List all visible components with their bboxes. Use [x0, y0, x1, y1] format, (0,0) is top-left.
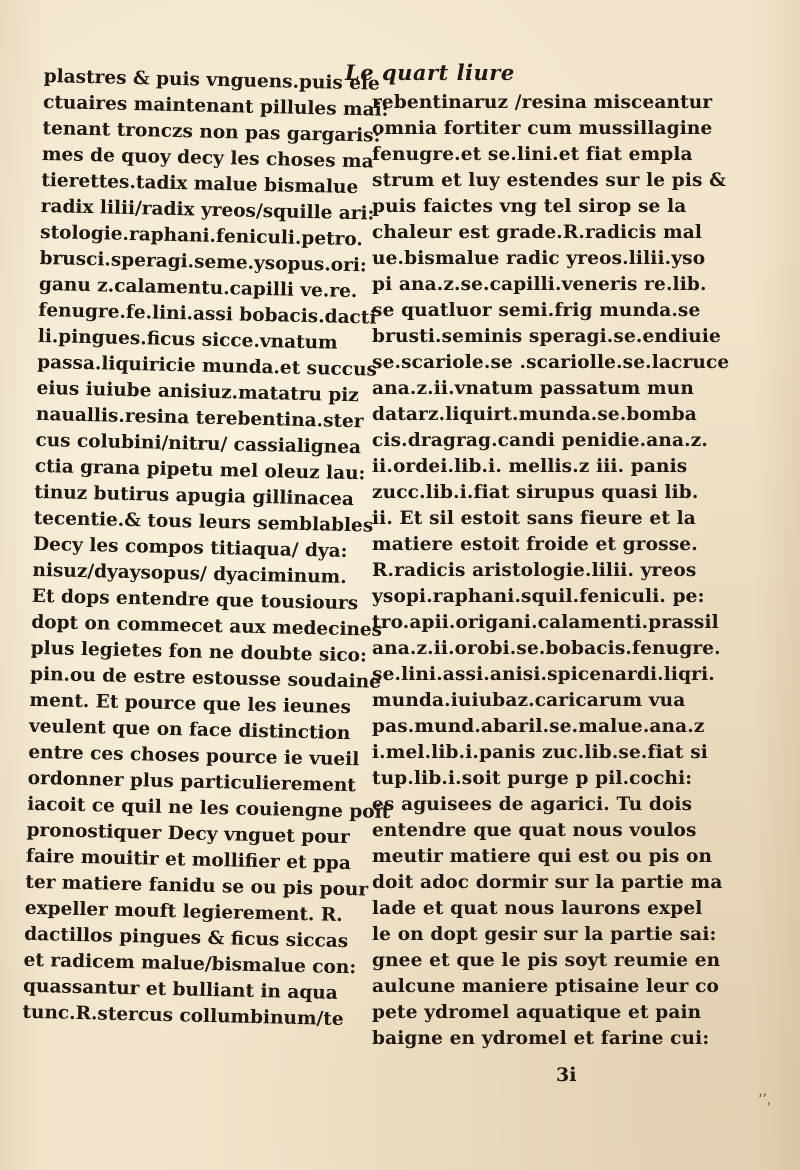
text-line: nisuz/dyaysopus/ dyaciminum. — [32, 559, 347, 588]
text-line: ctia grana pipetu mel oleuz lau: — [34, 455, 366, 485]
text-line: pronostiquer Decy vnguet pour — [26, 819, 350, 849]
text-line: ysopi.raphani.squil.feniculi. pe: — [372, 586, 705, 607]
text-line: R.radicis aristologie.lilii. yreos — [372, 560, 697, 581]
text-line: li.pingues.ficus sicce.vnatum — [37, 325, 338, 354]
text-line: plastres & puis vnguens.puis ele — [43, 65, 381, 95]
text-line: omnia fortiter cum mussillagine — [372, 118, 713, 139]
text-line: rebentinaruz /resina misceantur — [372, 92, 713, 113]
text-line: stologie.raphani.feniculi.petro. — [39, 221, 364, 251]
text-line: ii. Et sil estoit sans fieure et la — [372, 508, 696, 529]
text-line: Et dops entendre que tousiours — [31, 585, 359, 615]
text-line: pin.ou de estre estousse soudaine — [29, 663, 382, 693]
text-line: i.mel.lib.i.panis zuc.lib.se.fiat si — [372, 742, 708, 763]
text-line: cus colubini/nitru/ cassialignea — [35, 429, 362, 459]
left-column — [22, 64, 391, 1033]
text-line: fenugre.fe.lini.assi bobacis.dacti — [38, 299, 377, 329]
text-line: baigne en ydromel et farine cui: — [372, 1028, 710, 1049]
text-line: ii.ordei.lib.i. mellis.z iii. panis — [372, 456, 688, 477]
text-line: le on dopt gesir sur la partie sai: — [372, 924, 717, 945]
text-line: meutir matiere qui est ou pis on — [372, 846, 713, 867]
text-line: lade et quat nous laurons expel — [372, 898, 703, 919]
text-line: tro.apii.origani.calamenti.prassil — [372, 612, 719, 633]
text-line: tierettes.tadix malue bismalue — [41, 169, 359, 199]
text-line: faire mouitir et mollifier et ppa — [25, 845, 352, 875]
text-line: se.lini.assi.anisi.spicenardi.liqri. — [372, 664, 715, 685]
corner-mark: ‘’ˌ — [758, 1092, 771, 1108]
text-line: pi ana.z.se.capilli.veneris re.lib. — [372, 274, 707, 295]
text-line: es aguisees de agarici. Tu dois — [372, 794, 693, 815]
text-line: se quatluor semi.frig munda.se — [372, 300, 701, 321]
text-line: datarz.liquirt.munda.se.bomba — [372, 404, 697, 425]
text-line: passa.liquiricie munda.et succus — [36, 351, 378, 381]
text-line: tup.lib.i.soit purge p pil.cochi: — [372, 768, 693, 789]
text-line: quassantur et bulliant in aqua — [22, 975, 338, 1004]
text-line: ctuaires maintenant pillules mai: — [42, 91, 389, 121]
text-line: ana.z.ii.vnatum passatum mun — [372, 378, 694, 399]
text-line: gnee et que le pis soyt reumie en — [372, 950, 721, 971]
text-line: ter matiere fanidu se ou pis pour — [25, 871, 369, 901]
text-line: Decy les compos titiaqua/ dya: — [32, 533, 348, 563]
text-line: expeller mouft legierement. R. — [24, 897, 343, 926]
text-line: tecentie.& tous leurs semblables — [33, 507, 374, 537]
text-line: pete ydromel aquatique et pain — [372, 1002, 702, 1023]
text-line: nauallis.resina terebentina.ster — [35, 403, 364, 433]
text-line: entendre que quat nous voulos — [372, 820, 697, 841]
text-line: tenant tronczs non pas gargaris: — [42, 117, 381, 147]
text-line: ana.z.ii.orobi.se.bobacis.fenugre. — [372, 638, 721, 659]
text-line: aulcune maniere ptisaine leur co — [372, 976, 720, 997]
text-line: ordonner plus particulierement — [27, 767, 357, 797]
text-line: entre ces choses pource ie vueil — [28, 741, 360, 771]
text-line: plus legietes fon ne doubte sico: — [30, 637, 368, 667]
text-line: se.scariole.se .scariolle.se.lacruce — [372, 352, 730, 373]
text-line: ment. Et pource que les ieunes — [29, 689, 352, 719]
text-line: iacoit ce quil ne les couiengne poit — [26, 793, 391, 824]
text-line: doit adoc dormir sur la partie ma — [372, 872, 723, 893]
text-line: dopt on commecet aux medecines — [31, 611, 383, 641]
text-line: munda.iuiubaz.caricarum vua — [372, 690, 686, 711]
text-line: brusti.seminis speragi.se.endiuie — [372, 326, 721, 347]
text-line: brusci.speragi.seme.ysopus.ori: — [39, 247, 367, 277]
text-line: pas.mund.abaril.se.malue.ana.z — [372, 716, 705, 737]
text-line: ganu z.calamentu.capilli ve.re. — [38, 273, 358, 303]
text-line: eius iuiube anisiuz.matatru piz — [36, 377, 360, 407]
text-line: tinuz butirus apugia gillinacea — [34, 481, 355, 511]
text-line: tunc.R.stercus collumbinum/te — [22, 1001, 344, 1031]
text-line: strum et luy estendes sur le pis & — [372, 170, 727, 191]
text-line: radix lilii/radix yreos/squille ari: — [40, 195, 375, 225]
text-line: chaleur est grade.R.radicis mal — [372, 222, 703, 243]
text-line: zucc.lib.i.fiat sirupus quasi lib. — [372, 482, 699, 503]
text-line: matiere estoit froide et grosse. — [372, 534, 698, 555]
text-line: cis.dragrag.candi penidie.ana.z. — [372, 430, 708, 451]
text-line: et radicem malue/bismalue con: — [23, 949, 357, 979]
right-column — [372, 90, 767, 1052]
running-header: Le quart liure — [345, 60, 515, 85]
text-line: veulent que on face distinction — [28, 715, 351, 745]
text-line: fenugre.et se.lini.et fiat empla — [372, 144, 693, 165]
folio-number: 3i — [556, 1064, 577, 1086]
text-line: mes de quoy decy les choses ma — [41, 143, 374, 173]
text-line: ue.bismalue radic yreos.lilii.yso — [372, 248, 706, 269]
text-line: dactillos pingues & ficus siccas — [24, 923, 349, 953]
text-line: puis faictes vng tel sirop se la — [372, 196, 687, 217]
